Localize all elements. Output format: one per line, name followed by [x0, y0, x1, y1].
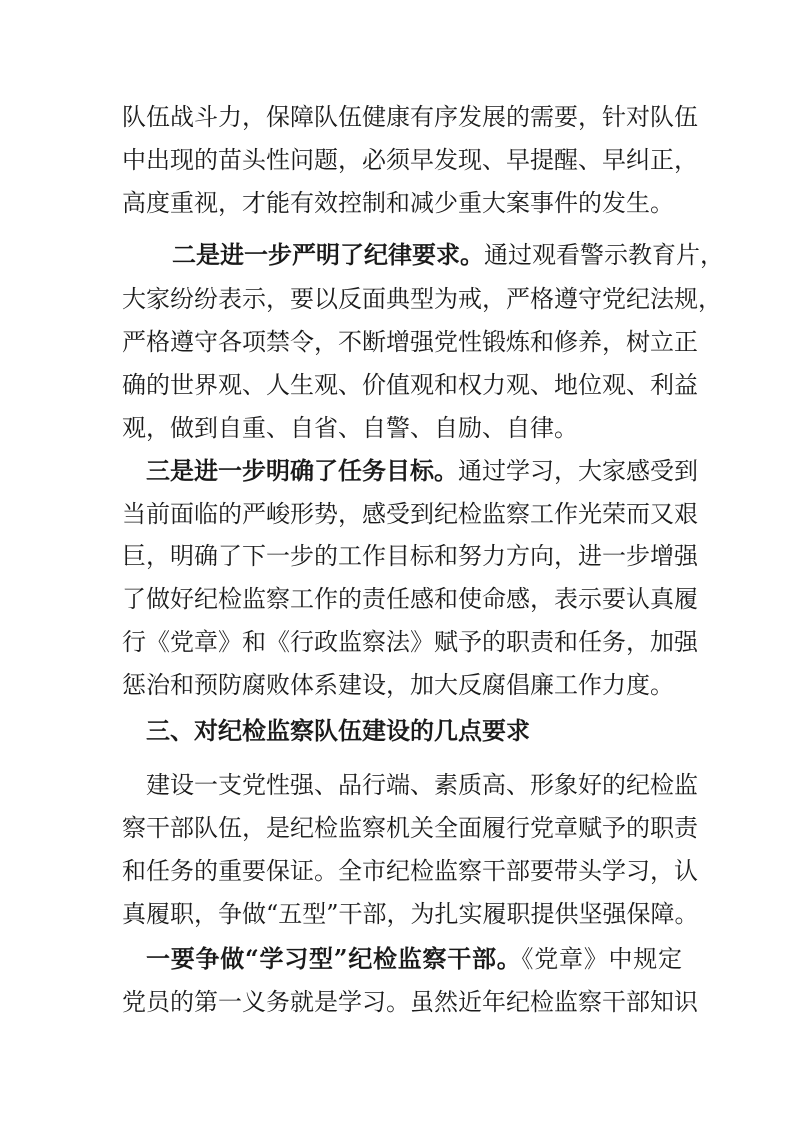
text-line: 真履职，争做“五型”干部，为扎实履职提供坚强保障。 [122, 900, 699, 928]
text-line: 和任务的重要保证。全市纪检监察干部要带头学习，认 [122, 857, 698, 885]
paragraph-lead-rest: 《党章》中规定 [521, 945, 683, 973]
paragraph-lead-rest: 通过观看警示教育片， [484, 241, 724, 269]
paragraph-lead-line [146, 456, 698, 486]
text-line: 队伍战斗力，保障队伍健康有序发展的需要，针对队伍 [122, 103, 698, 131]
text-line: 中出现的苗头性问题，必须早发现、早提醒、早纠正， [122, 146, 698, 174]
paragraph-lead-rest: 通过学习，大家感受到 [458, 457, 698, 485]
text-line: 行《党章》和《行政监察法》赋予的职责和任务，加强 [122, 628, 698, 656]
text-line: 了做好纪检监察工作的责任感和使命感，表示要认真履 [122, 585, 698, 613]
text-line: 察干部队伍，是纪检监察机关全面履行党章赋予的职责 [122, 814, 698, 842]
text-line: 惩治和预防腐败体系建设，加大反腐倡廉工作力度。 [122, 671, 674, 699]
paragraph-lead-bold: 一要争做“学习型”纪检监察干部。 [146, 944, 522, 973]
paragraph-lead-line [172, 240, 724, 270]
text-line: 巨，明确了下一步的工作目标和努力方向，进一步增强 [122, 542, 698, 570]
text-line: 党员的第一义务就是学习。虽然近年纪检监察干部知识 [122, 988, 698, 1016]
section-heading: 三、对纪检监察队伍建设的几点要求 [146, 716, 530, 745]
text-line: 高度重视，才能有效控制和减少重大案事件的发生。 [122, 189, 674, 217]
text-line: 建设一支党性强、品行端、素质高、形象好的纪检监 [146, 771, 698, 799]
text-line: 大家纷纷表示，要以反面典型为戒，严格遵守党纪法规， [122, 285, 722, 313]
text-line: 严格遵守各项禁令，不断增强党性锻炼和修养，树立正 [122, 328, 698, 356]
text-line: 观，做到自重、自省、自警、自励、自律。 [122, 414, 578, 442]
paragraph-lead-bold: 三是进一步明确了任务目标。 [146, 456, 458, 485]
paragraph-lead-bold: 二是进一步严明了纪律要求。 [172, 240, 484, 269]
paragraph-lead-line [146, 944, 682, 974]
text-line: 当前面临的严峻形势，感受到纪检监察工作光荣而又艰 [122, 500, 698, 528]
text-line: 确的世界观、人生观、价值观和权力观、地位观、利益 [122, 371, 698, 399]
